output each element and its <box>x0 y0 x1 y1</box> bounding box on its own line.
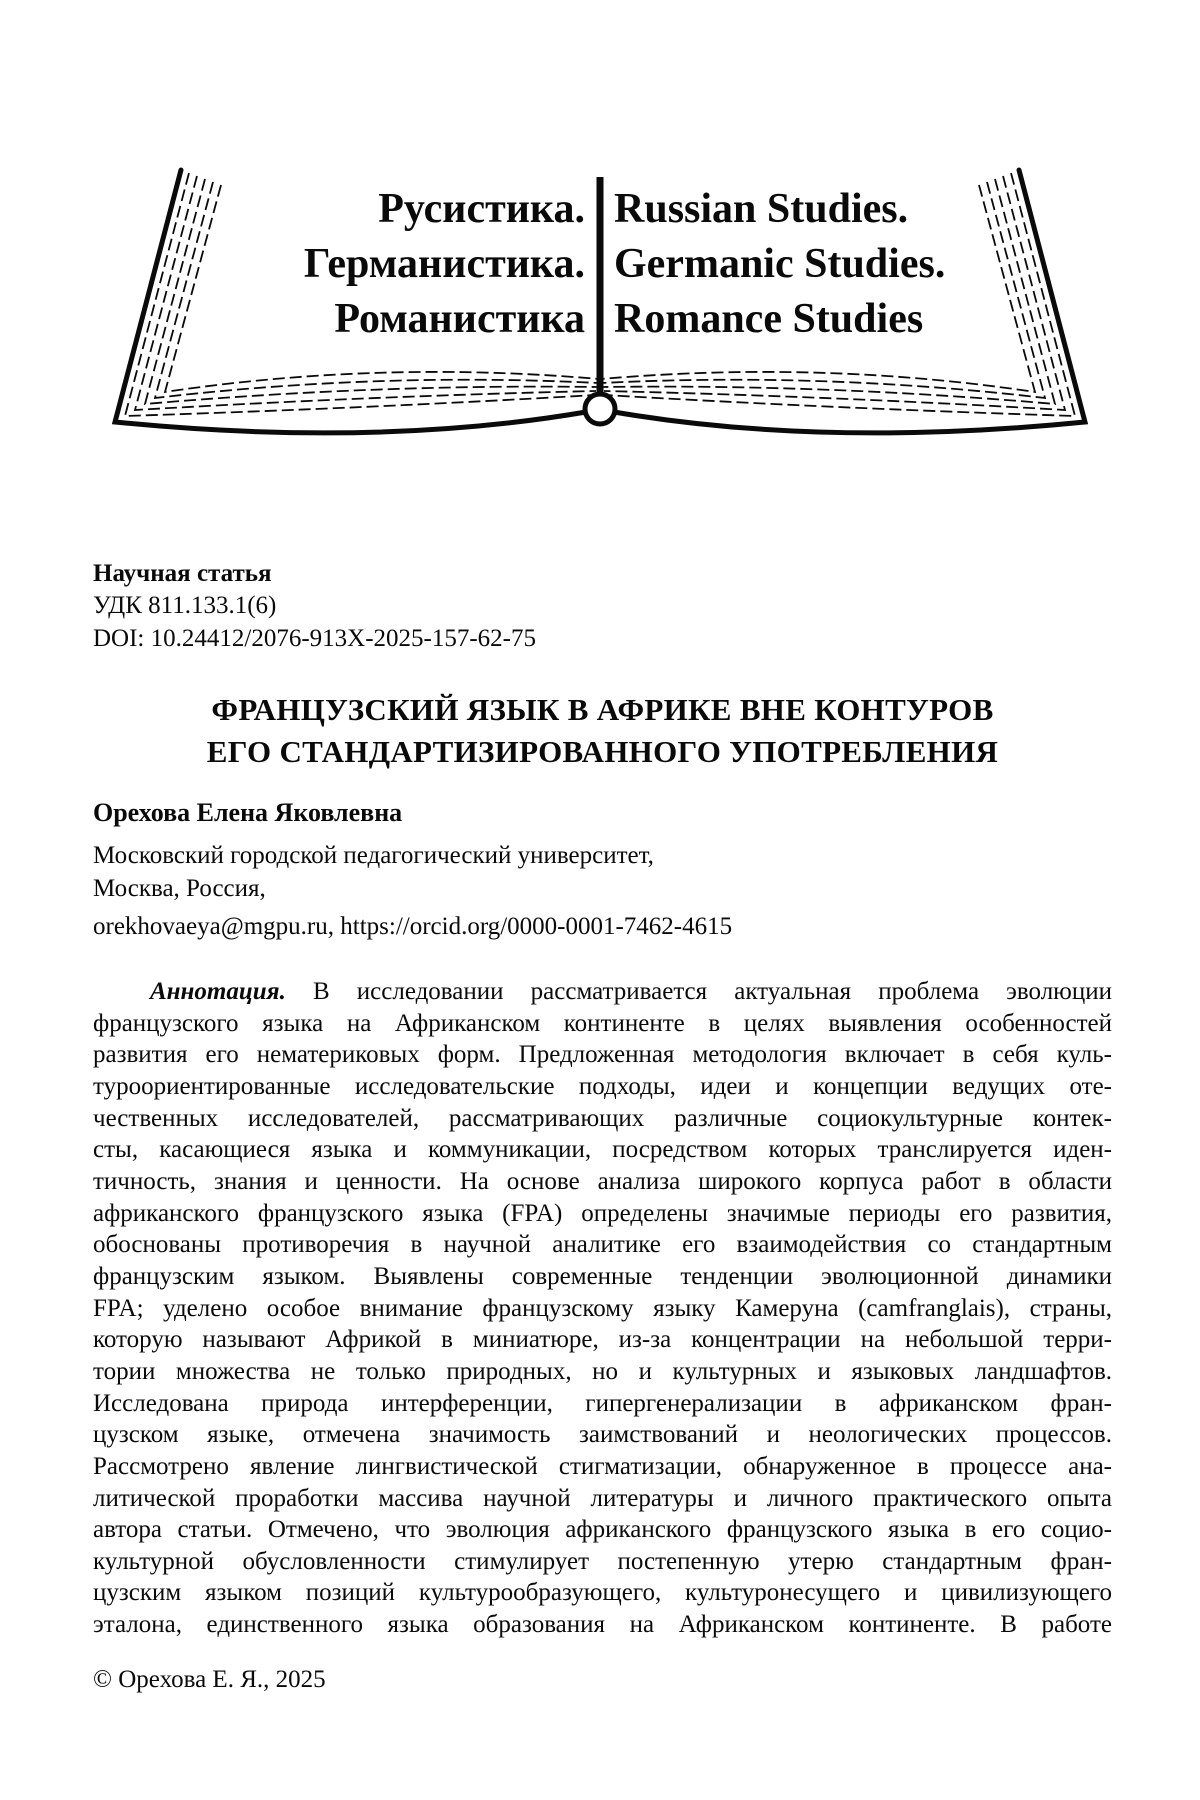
abstract-line: французским языком. Выявлены современные тенденции эволюционной динамики <box>93 1262 1112 1290</box>
author-affiliation <box>93 839 1112 905</box>
logo-right-line-1: Russian Studies. <box>614 186 909 232</box>
abstract-lines <box>93 1008 1112 1641</box>
doi: DOI: 10.24412/2076-913X-2025-157-62-75 <box>93 624 537 652</box>
abstract-line: эталона, единственного языка образования на Африканском континенте. В работе <box>93 1611 1112 1639</box>
article-title-line-1: ФРАНЦУЗСКИЙ ЯЗЫК В АФРИКЕ ВНЕ КОНТУРОВ <box>211 692 994 727</box>
journal-logo <box>95 150 1105 450</box>
abstract-paragraph <box>93 976 1112 1641</box>
abstract-line: Рассмотрено явление лингвистической стигматизации, обнаруженное в процессе ана- <box>93 1452 1112 1480</box>
author-name: Орехова Елена Яковлевна <box>93 798 403 827</box>
abstract-line: автора статьи. Отмечено, что эволюция африканского французского языка в его социо- <box>93 1516 1112 1544</box>
logo-right-line-3: Romance Studies <box>614 296 924 342</box>
article-title-line-2: ЕГО СТАНДАРТИЗИРОВАННОГО УПОТРЕБЛЕНИЯ <box>206 734 999 769</box>
abstract-line: тории множества не только природных, но и культурных и языковых ландшафтов. <box>93 1357 1112 1385</box>
abstract-first-line <box>93 976 1112 1008</box>
abstract-line: развития его нематериковых форм. Предложенная методология включает в себя куль- <box>93 1041 1112 1069</box>
open-book-graphic <box>95 150 1105 450</box>
affiliation-line-2: Москва, Россия, <box>93 875 266 902</box>
abstract-first-line-text: В исследовании рассматривается актуальная проблема эволюции <box>312 978 1112 1005</box>
logo-left-line-2: Германистика. <box>303 241 585 287</box>
abstract-line: африканского французского языка (FPA) определены значимые периоды его развития, <box>93 1199 1112 1227</box>
abstract-label: Аннотация. <box>150 978 286 1005</box>
logo-left-line-3: Романистика <box>334 296 585 342</box>
article-title <box>93 689 1112 773</box>
abstract-line: обоснованы противоречия в научной аналитике его взаимодействия со стандартным <box>93 1231 1112 1259</box>
article-meta <box>93 558 1112 655</box>
abstract-line: туроориентированные исследовательские подходы, идеи и концепции ведущих оте- <box>93 1072 1112 1100</box>
abstract-line: сты, касающиеся языка и коммуникации, посредством которых транслируется иден- <box>93 1136 1112 1164</box>
abstract-line: тичность, знания и ценности. На основе анализа широкого корпуса работ в области <box>93 1167 1112 1195</box>
affiliation-line-1: Московский городской педагогический университет, <box>93 842 654 869</box>
abstract-line: FPA; уделено особое внимание французскому языку Камеруна (camfranglais), страны, <box>93 1294 1112 1322</box>
logo-left-line-1: Русистика. <box>378 186 585 232</box>
abstract-line: Исследована природа интерференции, гипергенерализации в африканском фран- <box>93 1389 1112 1417</box>
copyright-notice: © Орехова Е. Я., 2025 <box>93 1666 326 1693</box>
book-ring <box>585 394 615 424</box>
abstract-line: цузском языке, отмечена значимость заимствований и неологических процессов. <box>93 1421 1112 1449</box>
abstract-line: чественных исследователей, рассматривающих различные социокультурные контек- <box>93 1104 1112 1132</box>
abstract-line: литической проработки массива научной литературы и личного практического опыта <box>93 1484 1112 1512</box>
udc-number: УДК 811.133.1(6) <box>93 592 277 620</box>
author-contact: orekhovaeya@mgpu.ru, https://orcid.org/0000-0001-7462-4615 <box>93 913 733 940</box>
article-type: Научная статья <box>93 560 272 587</box>
abstract-line: цузским языком позиций культурообразующего, культуронесущего и цивилизующего <box>93 1579 1112 1607</box>
logo-right-line-2: Germanic Studies. <box>614 241 946 287</box>
abstract-line: культурной обусловленности стимулирует постепенную утерю стандартным фран- <box>93 1547 1112 1575</box>
abstract-line: французского языка на Африканском континенте в целях выявления особенностей <box>93 1009 1112 1037</box>
abstract-line: которую называют Африкой в миниатюре, из-за концентрации на небольшой терри- <box>93 1326 1112 1354</box>
